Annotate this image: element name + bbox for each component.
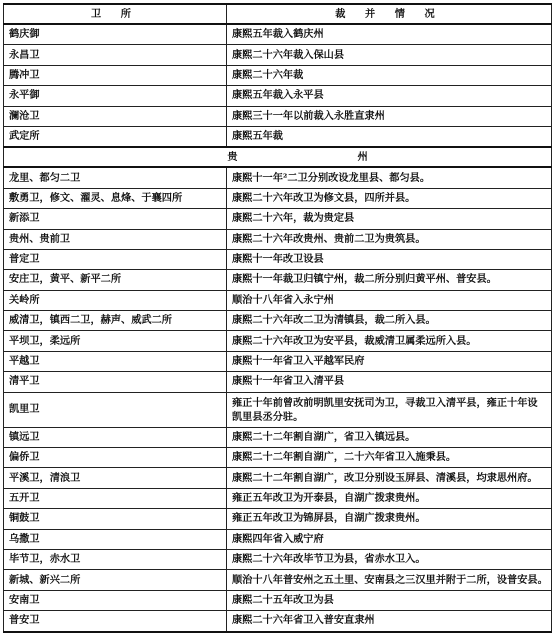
unit-cell: 威清卫，镇西二卫，赫声、威武二所 (4, 311, 227, 331)
status-cell: 康熙二十六年改毕节卫为县，省赤水卫入。 (227, 549, 552, 569)
section-title-left: 贵 (227, 150, 238, 163)
table-row (4, 427, 552, 447)
unit-cell: 贵州、贵前卫 (4, 229, 227, 249)
unit-cell: 平越卫 (4, 351, 227, 371)
status-cell: 康熙五年裁入鹤庆州 (227, 24, 552, 45)
unit-cell: 鹤庆御 (4, 24, 227, 45)
unit-cell: 龙里、都匀二卫 (4, 167, 227, 188)
status-cell: 康熙二十二年割自湖广，省卫入镇远县。 (227, 427, 552, 447)
unit-cell: 偏侨卫 (4, 448, 227, 468)
status-cell: 雍正五年改卫为锦屏县，自湖广拨隶贵州。 (227, 509, 552, 529)
table-row (4, 209, 552, 229)
table-container (3, 3, 551, 633)
table-row (4, 86, 552, 106)
status-cell: 康熙三十一年以前裁入永胜直隶州 (227, 106, 552, 126)
garrison-table (3, 3, 552, 633)
status-cell: 康熙二十二年割自湖广，改卫分别设玉屏县、清溪县，均隶思州府。 (227, 468, 552, 488)
status-cell: 康熙十一年省卫入清平县 (227, 372, 552, 392)
table-row (4, 249, 552, 269)
unit-cell: 镇远卫 (4, 427, 227, 447)
table-row (4, 570, 552, 590)
unit-cell: 新城、新兴二所 (4, 570, 227, 590)
unit-cell: 安南卫 (4, 590, 227, 610)
table-row (4, 290, 552, 310)
section-title-right: 州 (357, 150, 368, 163)
header-unit: 卫 所 (4, 4, 227, 24)
status-cell: 康熙十一年裁卫归镇宁州，裁二所分别归黄平州、普安县。 (227, 270, 552, 290)
status-cell: 雍正十年前曾改前明凯里安抚司为卫，寻裁卫入清平县，雍正十年设凯里县丞分驻。 (227, 392, 552, 427)
table-row (4, 270, 552, 290)
table-row (4, 45, 552, 65)
table-row (4, 229, 552, 249)
status-cell: 康熙十一年省卫入平越军民府 (227, 351, 552, 371)
unit-cell: 乌撒卫 (4, 529, 227, 549)
status-cell: 康熙二十五年改卫为县 (227, 590, 552, 610)
section-row-guizhou (4, 147, 552, 167)
table-row (4, 611, 552, 632)
table-row (4, 351, 552, 371)
status-cell: 康熙十一年²二卫分别改设龙里县、都匀县。 (227, 167, 552, 188)
section-title (4, 147, 552, 167)
status-cell: 康熙十一年改卫设县 (227, 249, 552, 269)
unit-cell: 关岭所 (4, 290, 227, 310)
status-cell: 顺治十八年普安州之五土里、安南县之三汉里并附于二所，设普安县。 (227, 570, 552, 590)
unit-cell: 永平御 (4, 86, 227, 106)
unit-cell: 普定卫 (4, 249, 227, 269)
status-cell: 康熙四年省入威宁府 (227, 529, 552, 549)
status-cell: 康熙二十六年裁 (227, 65, 552, 85)
status-cell: 雍正五年改卫为开泰县，自湖广拨隶贵州。 (227, 488, 552, 508)
unit-cell: 安庄卫，黄平、新平二所 (4, 270, 227, 290)
unit-cell: 澜沧卫 (4, 106, 227, 126)
unit-cell: 平溪卫，清浪卫 (4, 468, 227, 488)
status-cell: 康熙二十六年改贵州、贵前二卫为贵筑县。 (227, 229, 552, 249)
table-row (4, 65, 552, 85)
unit-cell: 清平卫 (4, 372, 227, 392)
table-row (4, 392, 552, 427)
unit-cell: 铜鼓卫 (4, 509, 227, 529)
table-row (4, 24, 552, 45)
status-cell: 康熙二十六年省卫入普安直隶州 (227, 611, 552, 632)
unit-cell: 凯里卫 (4, 392, 227, 427)
unit-cell: 新添卫 (4, 209, 227, 229)
status-cell: 康熙五年裁入永平县 (227, 86, 552, 106)
status-cell: 康熙二十六年改卫为修文县，四所并县。 (227, 188, 552, 208)
status-cell: 康熙二十六年改卫为安平县，裁威清卫属柔远所入县。 (227, 331, 552, 351)
table-row (4, 509, 552, 529)
unit-cell: 普安卫 (4, 611, 227, 632)
table-row (4, 468, 552, 488)
table-row (4, 311, 552, 331)
table-row (4, 331, 552, 351)
header-status: 裁 并 情 况 (227, 4, 552, 24)
status-cell: 康熙五年裁 (227, 126, 552, 147)
table-row (4, 188, 552, 208)
status-cell: 康熙二十六年，裁为贵定县 (227, 209, 552, 229)
table-row (4, 549, 552, 569)
status-cell: 康熙二十二年割自湖广，二十六年省卫入施秉县。 (227, 448, 552, 468)
status-cell: 顺治十八年省入永宁州 (227, 290, 552, 310)
unit-cell: 武定所 (4, 126, 227, 147)
unit-cell: 平坝卫，柔远所 (4, 331, 227, 351)
unit-cell: 五开卫 (4, 488, 227, 508)
unit-cell: 毕节卫，赤水卫 (4, 549, 227, 569)
table-row (4, 126, 552, 147)
status-cell: 康熙二十六年裁入保山县 (227, 45, 552, 65)
status-cell: 康熙二十六年改二卫为清镇县，裁二所入县。 (227, 311, 552, 331)
table-row (4, 448, 552, 468)
table-row (4, 167, 552, 188)
unit-cell: 永昌卫 (4, 45, 227, 65)
table-row (4, 106, 552, 126)
table-row (4, 529, 552, 549)
unit-cell: 敷勇卫，修文、濯灵、息烽、于襄四所 (4, 188, 227, 208)
unit-cell: 腾冲卫 (4, 65, 227, 85)
table-row (4, 372, 552, 392)
table-row (4, 590, 552, 610)
table-row (4, 488, 552, 508)
table-header-row (4, 4, 552, 24)
